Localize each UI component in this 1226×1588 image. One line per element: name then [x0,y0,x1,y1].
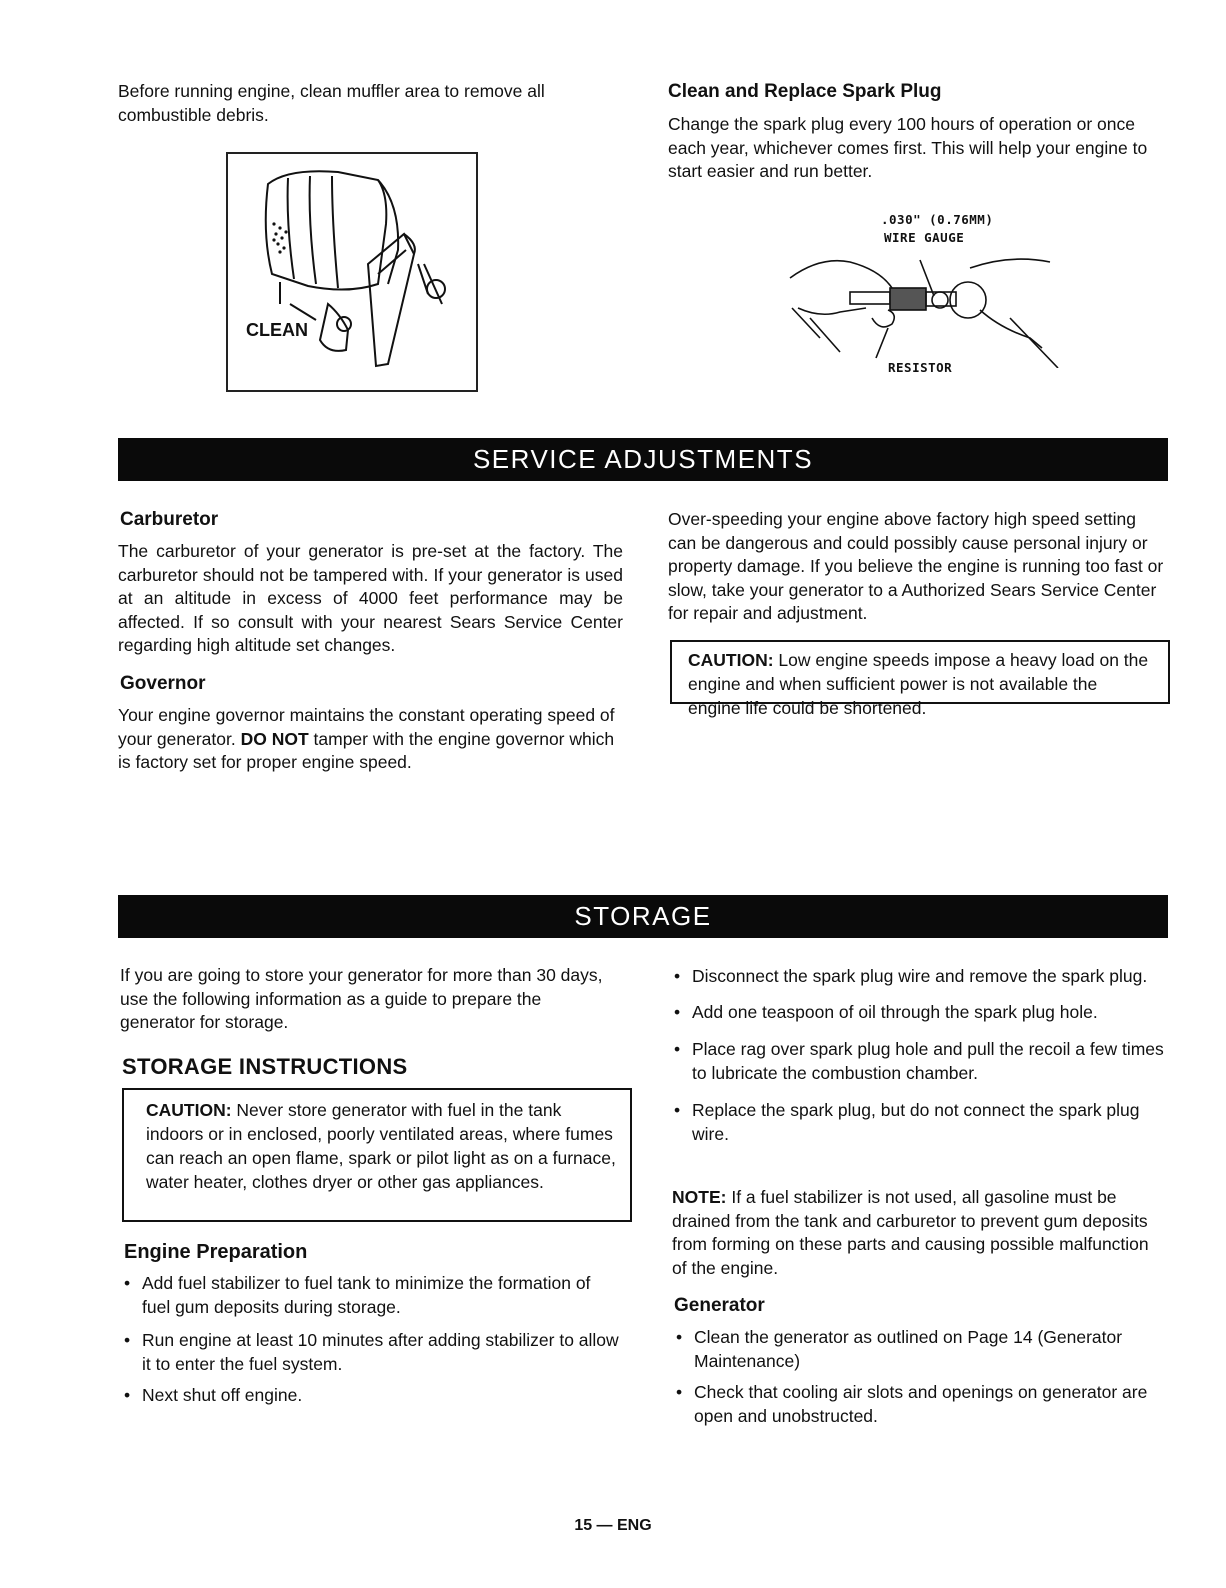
spark-plug-heading: Clean and Replace Spark Plug [668,81,942,102]
storage-caution-text: CAUTION: Never store generator with fuel in the tank indoors or in enclosed, poorly ventilated areas, where fumes can reach an open flame, spark or pilot light as on a furnace, water heater, clothes dryer or other gas appliances. [146,1100,616,1192]
storage-caution-box [122,1088,632,1222]
engine-prep-heading: Engine Preparation [124,1241,308,1263]
gauge-label-size: .030" (0.76MM) [881,212,994,227]
resistor-label: RESISTOR [888,360,953,375]
spark-plug-figure [780,210,1080,380]
list-item: • Disconnect the spark plug wire and remove the spark plug. [674,966,1148,986]
muffler-intro-text: Before running engine, clean muffler area to remove all combustible debris. [118,81,545,125]
storage-banner: STORAGE [118,895,1168,938]
carburetor-heading: Carburetor [120,509,219,530]
governor-heading: Governor [120,673,206,694]
list-item: • Run engine at least 10 minutes after adding stabilizer to allow it to enter the fuel system. [124,1330,619,1374]
do-not-emphasis: DO NOT [240,728,309,749]
muffler-figure [226,152,478,392]
list-item: • Clean the generator as outlined on Page 14 (Generator Maintenance) [676,1327,1123,1371]
generator-heading: Generator [674,1295,765,1316]
muffler-illustration [228,154,476,390]
service-caution-label: CAUTION: [688,650,774,670]
generator-list [672,1326,1168,1442]
list-item: • Next shut off engine. [124,1385,303,1405]
service-caution-text: CAUTION: Low engine speeds impose a heavy load on the engine and when sufficient power is not available the engine life could be shortened. [688,650,1149,718]
gauge-label-type: WIRE GAUGE [884,230,965,245]
engine-prep-list [120,1272,620,1422]
list-item: • Check that cooling air slots and openings on generator are open and unobstructed. [676,1382,1148,1426]
overspeed-body: Over-speeding your engine above factory high speed setting can be dangerous and could possibly cause personal injury or property damage. If you believe the engine is running too fast or slow, take your generator to a Authorized Sears Service Center for repair and adjustment. [668,509,1164,623]
storage-intro: If you are going to store your generator for more than 30 days, use the following information as a guide to prepare the generator for storage. [120,965,603,1032]
storage-instructions-heading: STORAGE INSTRUCTIONS [122,1054,408,1079]
list-item: • Add fuel stabilizer to fuel tank to minimize the formation of fuel gum deposits during storage. [124,1273,591,1317]
service-caution-box [670,640,1170,718]
spark-plug-body: Change the spark plug every 100 hours of operation or once each year, whichever comes first. This will help your engine to start easier and run better. [668,114,1148,181]
storage-steps-list [670,965,1168,1160]
service-adjustments-banner: SERVICE ADJUSTMENTS [118,438,1168,481]
storage-note: NOTE: If a fuel stabilizer is not used, all gasoline must be drained from the tank and carburetor to prevent gum deposits from forming on these parts and causing possible malfunction of the engine. [672,1187,1149,1278]
list-item: • Place rag over spark plug hole and pull the recoil a few times to lubricate the combustion chamber. [674,1039,1164,1083]
governor-body: Your engine governor maintains the constant operating speed of your generator. DO NOT tamper with the engine governor which is factory set for proper engine speed. [118,705,615,772]
storage-caution-label: CAUTION: [146,1100,232,1120]
list-item: • Replace the spark plug, but do not connect the spark plug wire. [674,1100,1140,1144]
note-label: NOTE: [672,1187,727,1207]
page-number: 15 — ENG [574,1517,652,1534]
list-item: • Add one teaspoon of oil through the spark plug hole. [674,1001,1098,1022]
spark-plug-illustration [780,248,1080,368]
carburetor-body: The carburetor of your generator is pre-set at the factory. The carburetor should not be tampered with. If your generator is used at an altitude in excess of 4000 feet performance may be affected. If so consult with your nearest Sears Service Center regarding high altitude set changes. [118,541,623,655]
clean-label: CLEAN [246,320,308,340]
